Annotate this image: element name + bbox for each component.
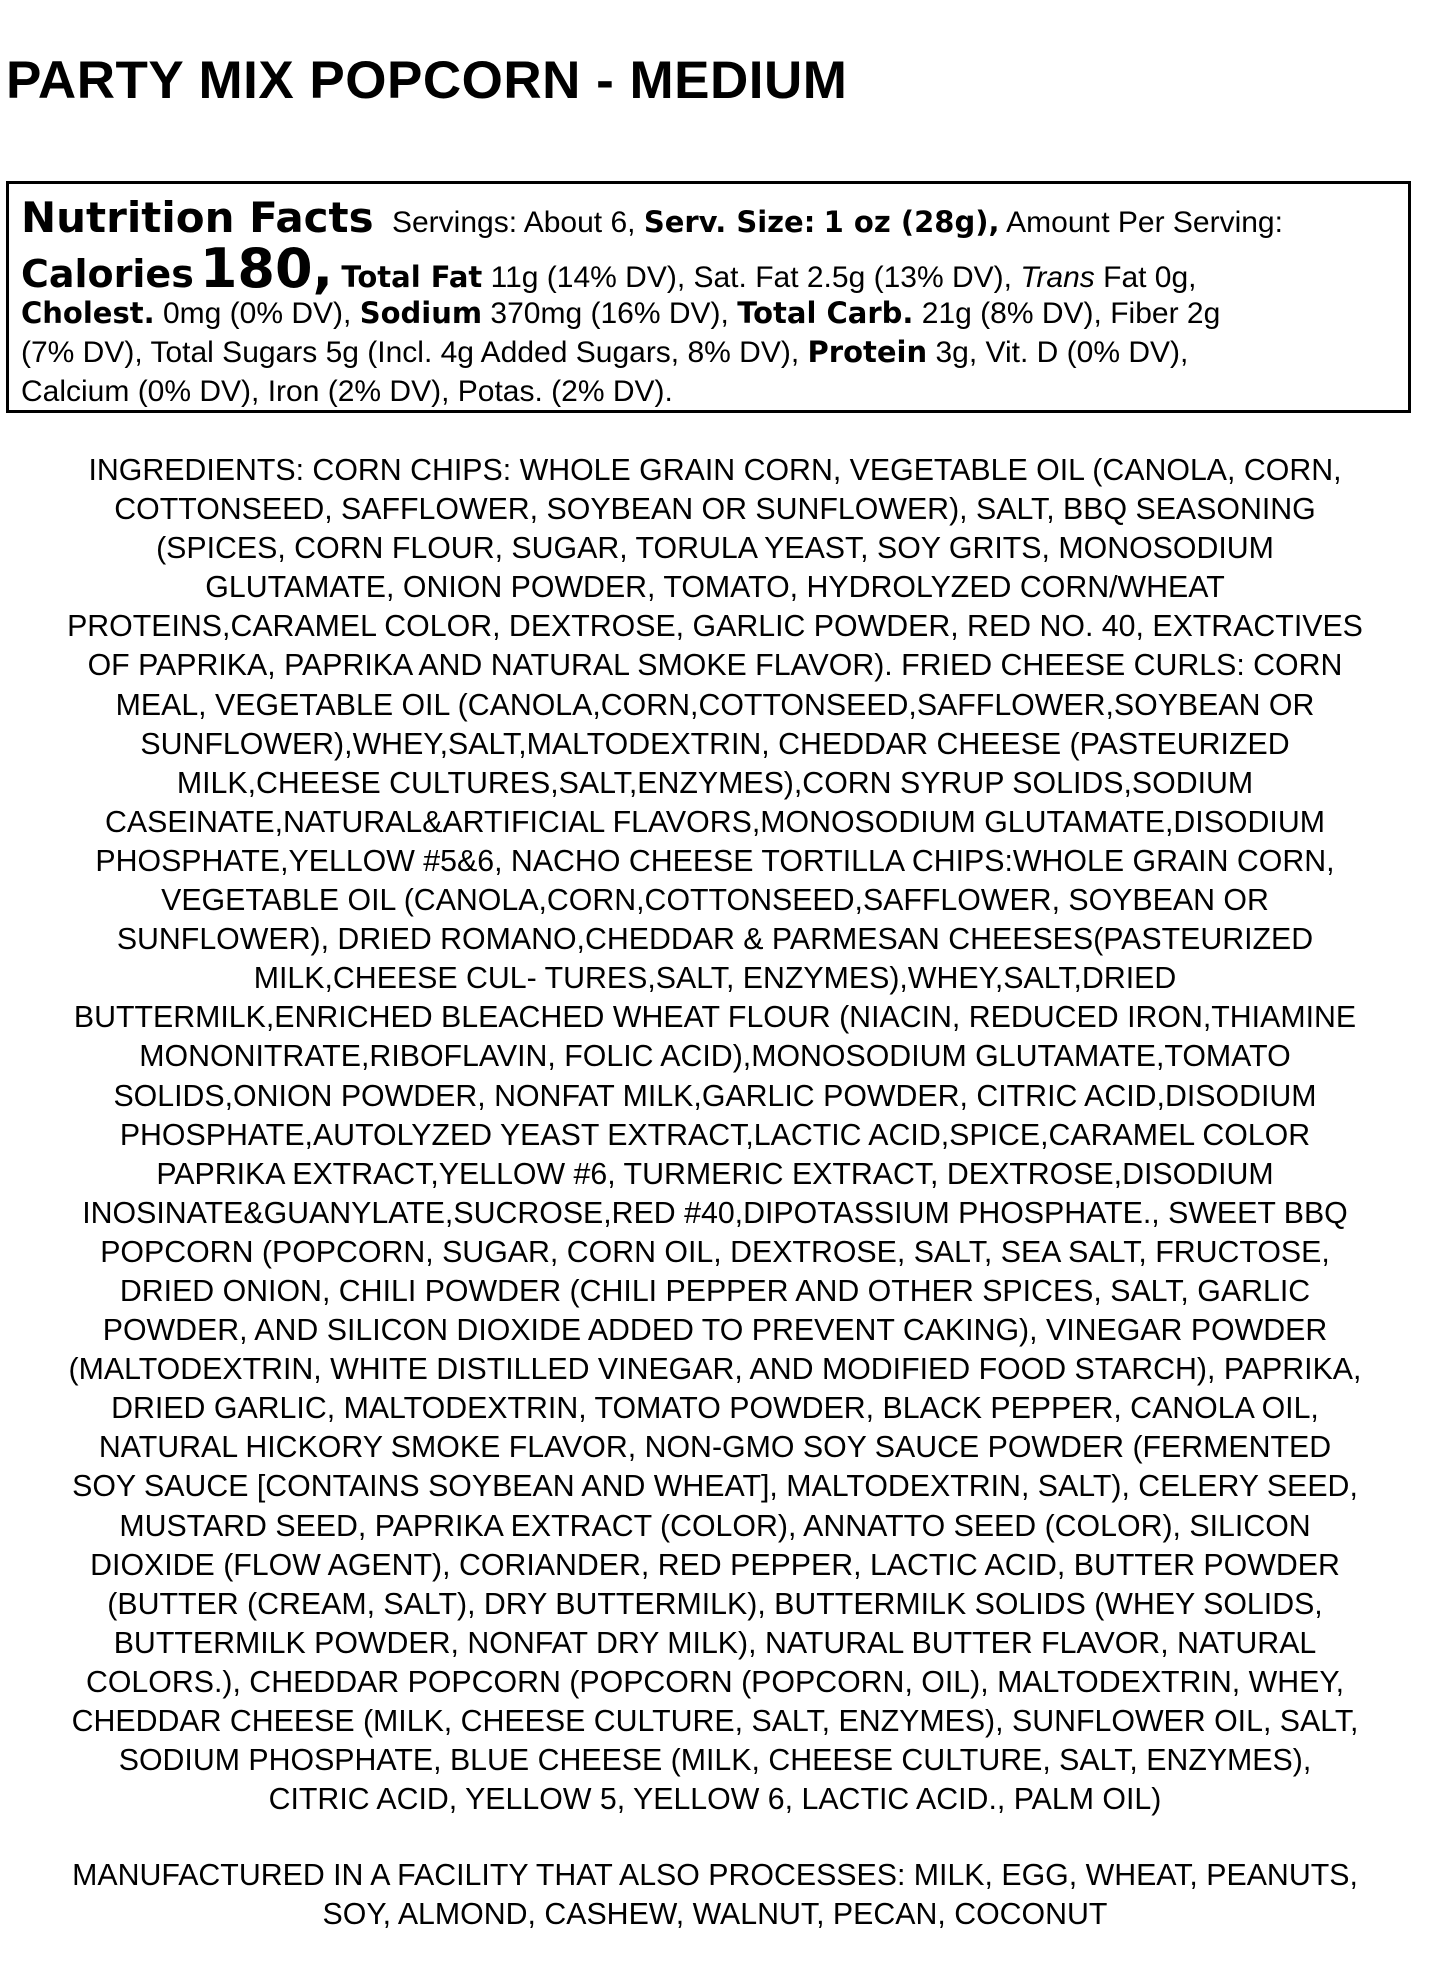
- calories-label: Calories: [21, 252, 194, 296]
- nutrition-facts-panel: [6, 181, 1411, 413]
- ingredients-line: CHEDDAR CHEESE (MILK, CHEESE CULTURE, SALT, ENZYMES), SUNFLOWER OIL, SALT,: [71, 1705, 1359, 1738]
- protein-label: Protein: [807, 335, 928, 369]
- ingredients-line: CITRIC ACID, YELLOW 5, YELLOW 6, LACTIC ACID., PALM OIL): [268, 1783, 1162, 1817]
- ingredients-line: DRIED ONION, CHILI POWDER (CHILI PEPPER AND OTHER SPICES, SALT, GARLIC: [119, 1274, 1311, 1308]
- total-carb-value: 21g (8% DV), Fiber 2g: [921, 297, 1221, 330]
- ingredients-line: SOLIDS,ONION POWDER, NONFAT MILK,GARLIC POWDER, CITRIC ACID,DISODIUM: [113, 1079, 1317, 1113]
- ingredients-line: BUTTERMILK,ENRICHED BLEACHED WHEAT FLOUR (NIACIN, REDUCED IRON,THIAMINE: [73, 1001, 1357, 1035]
- amount-per-serving-text: Amount Per Serving:: [1006, 206, 1283, 239]
- ingredients-line: (BUTTER (CREAM, SALT), DRY BUTTERMILK), BUTTERMILK SOLIDS (WHEY SOLIDS,: [107, 1587, 1323, 1621]
- protein-value: 3g, Vit. D (0% DV),: [935, 336, 1189, 369]
- ingredients-line: (MALTODEXTRIN, WHITE DISTILLED VINEGAR, AND MODIFIED FOOD STARCH), PAPRIKA,: [68, 1353, 1362, 1387]
- ingredients-line: DIOXIDE (FLOW AGENT), CORIANDER, RED PEPPER, LACTIC ACID, BUTTER POWDER: [90, 1548, 1340, 1582]
- ingredients-line: PHOSPHATE,YELLOW #5&6, NACHO CHEESE TORTILLA CHIPS:WHOLE GRAIN CORN,: [95, 844, 1335, 878]
- nutrition-facts-heading: Nutrition Facts: [21, 193, 374, 242]
- ingredients-line: PHOSPHATE,AUTOLYZED YEAST EXTRACT,LACTIC ACID,SPICE,CARAMEL COLOR: [119, 1118, 1311, 1152]
- servings-text: Servings: About 6,: [391, 206, 636, 239]
- ingredients-line: POWDER, AND SILICON DIOXIDE ADDED TO PREVENT CAKING), VINEGAR POWDER: [102, 1314, 1328, 1348]
- ingredients-line: MUSTARD SEED, PAPRIKA EXTRACT (COLOR), ANNATTO SEED (COLOR), SILICON: [119, 1509, 1311, 1543]
- ingredients-line: DRIED GARLIC, MALTODEXTRIN, TOMATO POWDER, BLACK PEPPER, CANOLA OIL,: [111, 1392, 1319, 1426]
- ingredients-line: PAPRIKA EXTRACT,YELLOW #6, TURMERIC EXTRACT, DEXTROSE,DISODIUM: [156, 1157, 1274, 1191]
- ingredients-line: PROTEINS,CARAMEL COLOR, DEXTROSE, GARLIC POWDER, RED NO. 40, EXTRACTIVES: [67, 610, 1363, 644]
- cholesterol-label: Cholest.: [21, 296, 155, 330]
- trans-fat-value: Fat 0g,: [1103, 261, 1197, 294]
- nutrition-line-4: [21, 333, 1394, 372]
- ingredients-block: [0, 451, 1430, 1819]
- ingredients-line: BUTTERMILK POWDER, NONFAT DRY MILK), NATURAL BUTTER FLAVOR, NATURAL: [113, 1626, 1317, 1660]
- ingredients-line: MEAL, VEGETABLE OIL (CANOLA,CORN,COTTONSEED,SAFFLOWER,SOYBEAN OR: [115, 688, 1315, 722]
- sodium-value: 370mg (16% DV),: [490, 297, 729, 330]
- ingredients-line: (SPICES, CORN FLOUR, SUGAR, TORULA YEAST, SOY GRITS, MONOSODIUM: [156, 532, 1274, 566]
- total-fat-value: 11g (14% DV), Sat. Fat 2.5g (13% DV),: [490, 261, 1012, 294]
- total-fat-label: Total Fat: [341, 260, 483, 294]
- allergen-line: SOY, ALMOND, CASHEW, WALNUT, PECAN, COCONUT: [322, 1898, 1108, 1931]
- total-carb-label: Total Carb.: [737, 296, 914, 330]
- ingredients-line: COTTONSEED, SAFFLOWER, SOYBEAN OR SUNFLOWER), SALT, BBQ SEASONING: [114, 493, 1316, 527]
- ingredients-line: NATURAL HICKORY SMOKE FLAVOR, NON-GMO SOY SAUCE POWDER (FERMENTED: [98, 1431, 1332, 1465]
- ingredients-line: MILK,CHEESE CUL- TURES,SALT, ENZYMES),WHEY,SALT,DRIED: [253, 962, 1177, 996]
- calories-value: 180,: [199, 237, 334, 300]
- allergen-line: MANUFACTURED IN A FACILITY THAT ALSO PROCESSES: MILK, EGG, WHEAT, PEANUTS,: [72, 1859, 1358, 1892]
- sugars-text: (7% DV), Total Sugars 5g (Incl. 4g Added Sugars, 8% DV),: [21, 336, 800, 369]
- nutrition-line-3: [21, 294, 1394, 333]
- trans-label: Trans: [1020, 261, 1095, 294]
- sodium-label: Sodium: [359, 296, 483, 330]
- ingredients-line: SOY SAUCE [CONTAINS SOYBEAN AND WHEAT], MALTODEXTRIN, SALT), CELERY SEED,: [72, 1470, 1358, 1504]
- nutrition-line-5: [21, 372, 1394, 411]
- ingredients-line: SUNFLOWER), DRIED ROMANO,CHEDDAR & PARMESAN CHEESES(PASTEURIZED: [116, 923, 1314, 957]
- ingredients-line: SODIUM PHOSPHATE, BLUE CHEESE (MILK, CHEESE CULTURE, SALT, ENZYMES),: [118, 1744, 1312, 1778]
- ingredients-line: COLORS.), CHEDDAR POPCORN (POPCORN (POPCORN, OIL), MALTODEXTRIN, WHEY,: [85, 1665, 1345, 1699]
- ingredients-line: GLUTAMATE, ONION POWDER, TOMATO, HYDROLYZED CORN/WHEAT: [205, 571, 1225, 605]
- ingredients-line: VEGETABLE OIL (CANOLA,CORN,COTTONSEED,SAFFLOWER, SOYBEAN OR: [161, 884, 1269, 918]
- ingredients-line: POPCORN (POPCORN, SUGAR, CORN OIL, DEXTROSE, SALT, SEA SALT, FRUCTOSE,: [100, 1235, 1330, 1269]
- serving-size-value: 1 oz (28g),: [823, 205, 1000, 239]
- ingredients-line: SUNFLOWER),WHEY,SALT,MALTODEXTRIN, CHEDDAR CHEESE (PASTEURIZED: [140, 727, 1290, 761]
- minerals-text: Calcium (0% DV), Iron (2% DV), Potas. (2% DV).: [21, 375, 673, 408]
- ingredients-line: INGREDIENTS: CORN CHIPS: WHOLE GRAIN CORN, VEGETABLE OIL (CANOLA, CORN,: [88, 454, 1342, 487]
- ingredients-line: MILK,CHEESE CULTURES,SALT,ENZYMES),CORN SYRUP SOLIDS,SODIUM: [176, 766, 1254, 800]
- ingredients-line: INOSINATE&GUANYLATE,SUCROSE,RED #40,DIPOTASSIUM PHOSPHATE., SWEET BBQ: [82, 1196, 1348, 1230]
- ingredients-line: OF PAPRIKA, PAPRIKA AND NATURAL SMOKE FLAVOR). FRIED CHEESE CURLS: CORN: [87, 649, 1343, 683]
- ingredients-line: CASEINATE,NATURAL&ARTIFICIAL FLAVORS,MONOSODIUM GLUTAMATE,DISODIUM: [105, 805, 1325, 839]
- ingredients-line: MONONITRATE,RIBOFLAVIN, FOLIC ACID),MONOSODIUM GLUTAMATE,TOMATO: [139, 1040, 1291, 1074]
- cholesterol-value: 0mg (0% DV),: [162, 297, 352, 330]
- serving-size-label: Serv. Size:: [643, 205, 816, 239]
- product-title: PARTY MIX POPCORN - MEDIUM: [6, 51, 848, 110]
- allergen-statement: [0, 1856, 1430, 1934]
- nutrition-line-2: [21, 237, 1394, 300]
